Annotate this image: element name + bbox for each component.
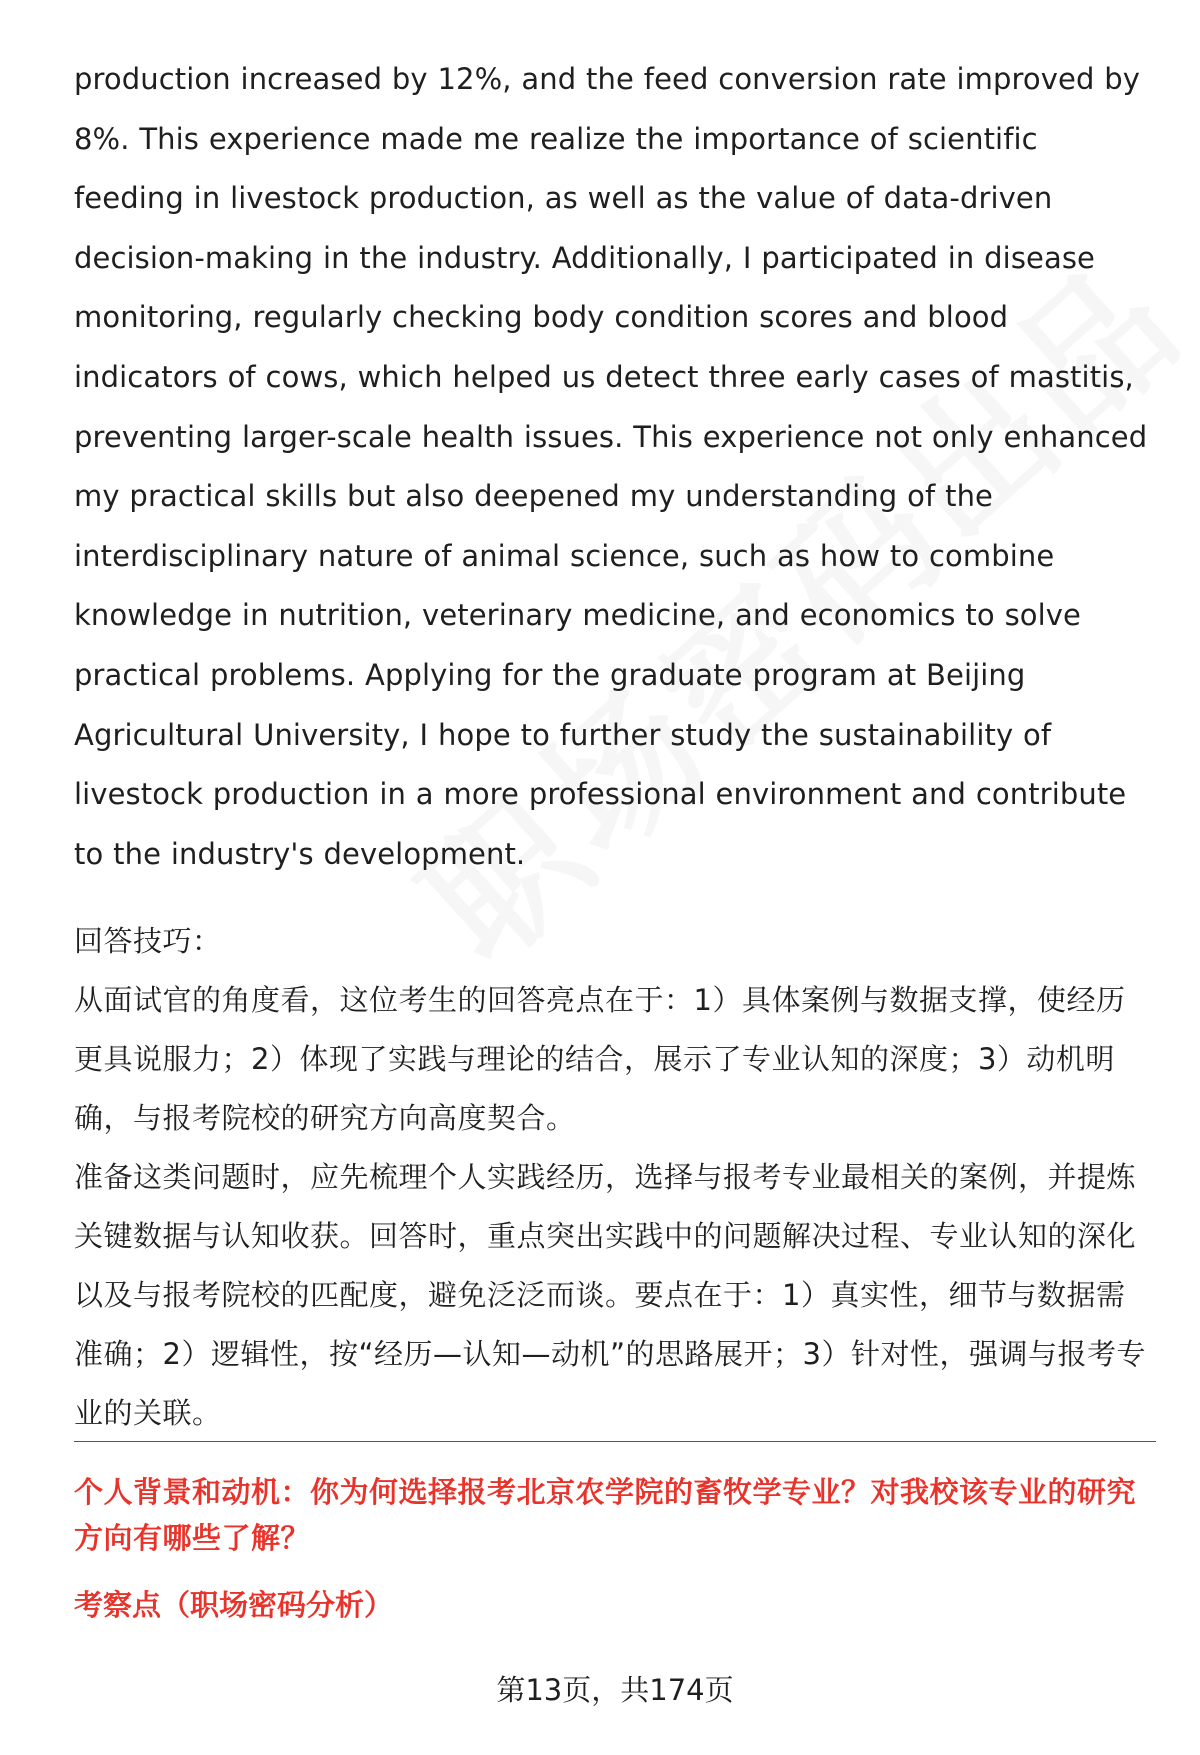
examine-point-heading: 考察点（职场密码分析） (74, 1588, 394, 1622)
answer-paragraph: production increased by 12%, and the feed conversion rate improved by 8%. This experience made me realize the importance of scientific feeding in livestock production, as well as the value of data-driven decision-making in the industry. Additionally, I participated in disease monitoring, regularly checking body condition scores and blood indicators of cows, which helped us detect three early cases of mastitis, preventing larger-scale health issues. This experience not only enhanced my practical skills but also deepened my understanding of the interdisciplinary nature of animal science, such as how to combine knowledge in nutrition, veterinary medicine, and economics to solve practical problems. Applying for the graduate program at Beijing Agricultural University, I hope to further study the sustainability of livestock production in a more professional environment and contribute to the industry's development. (74, 62, 1148, 871)
answer-tips (74, 912, 1154, 1443)
page-content (74, 50, 1154, 1443)
tips-paragraph-1: 从面试官的角度看，这位考生的回答亮点在于：1）具体案例与数据支撑，使经历更具说服力；2）体现了实践与理论的结合，展示了专业认知的深度；3）动机明确，与报考院校的研究方向高度契合。 (74, 983, 1126, 1136)
tips-paragraph-2: 准备这类问题时，应先梳理个人实践经历，选择与报考专业最相关的案例，并提炼关键数据与认知收获。回答时，重点突出实践中的问题解决过程、专业认知的深化以及与报考院校的匹配度，避免泛泛而谈。要点在于：1）真实性，细节与数据需准确；2）逻辑性，按“经历—认知—动机”的思路展开；3）针对性，强调与报考专业的关联。 (74, 1160, 1146, 1431)
tips-heading: 回答技巧： (74, 924, 222, 959)
page-number-footer: 第13页，共174页 (496, 1673, 734, 1707)
next-question-heading: 个人背景和动机：你为何选择报考北京农学院的畜牧学专业？对我校该专业的研究方向有哪些了解？ (74, 1475, 1137, 1555)
section-divider (74, 1441, 1156, 1442)
